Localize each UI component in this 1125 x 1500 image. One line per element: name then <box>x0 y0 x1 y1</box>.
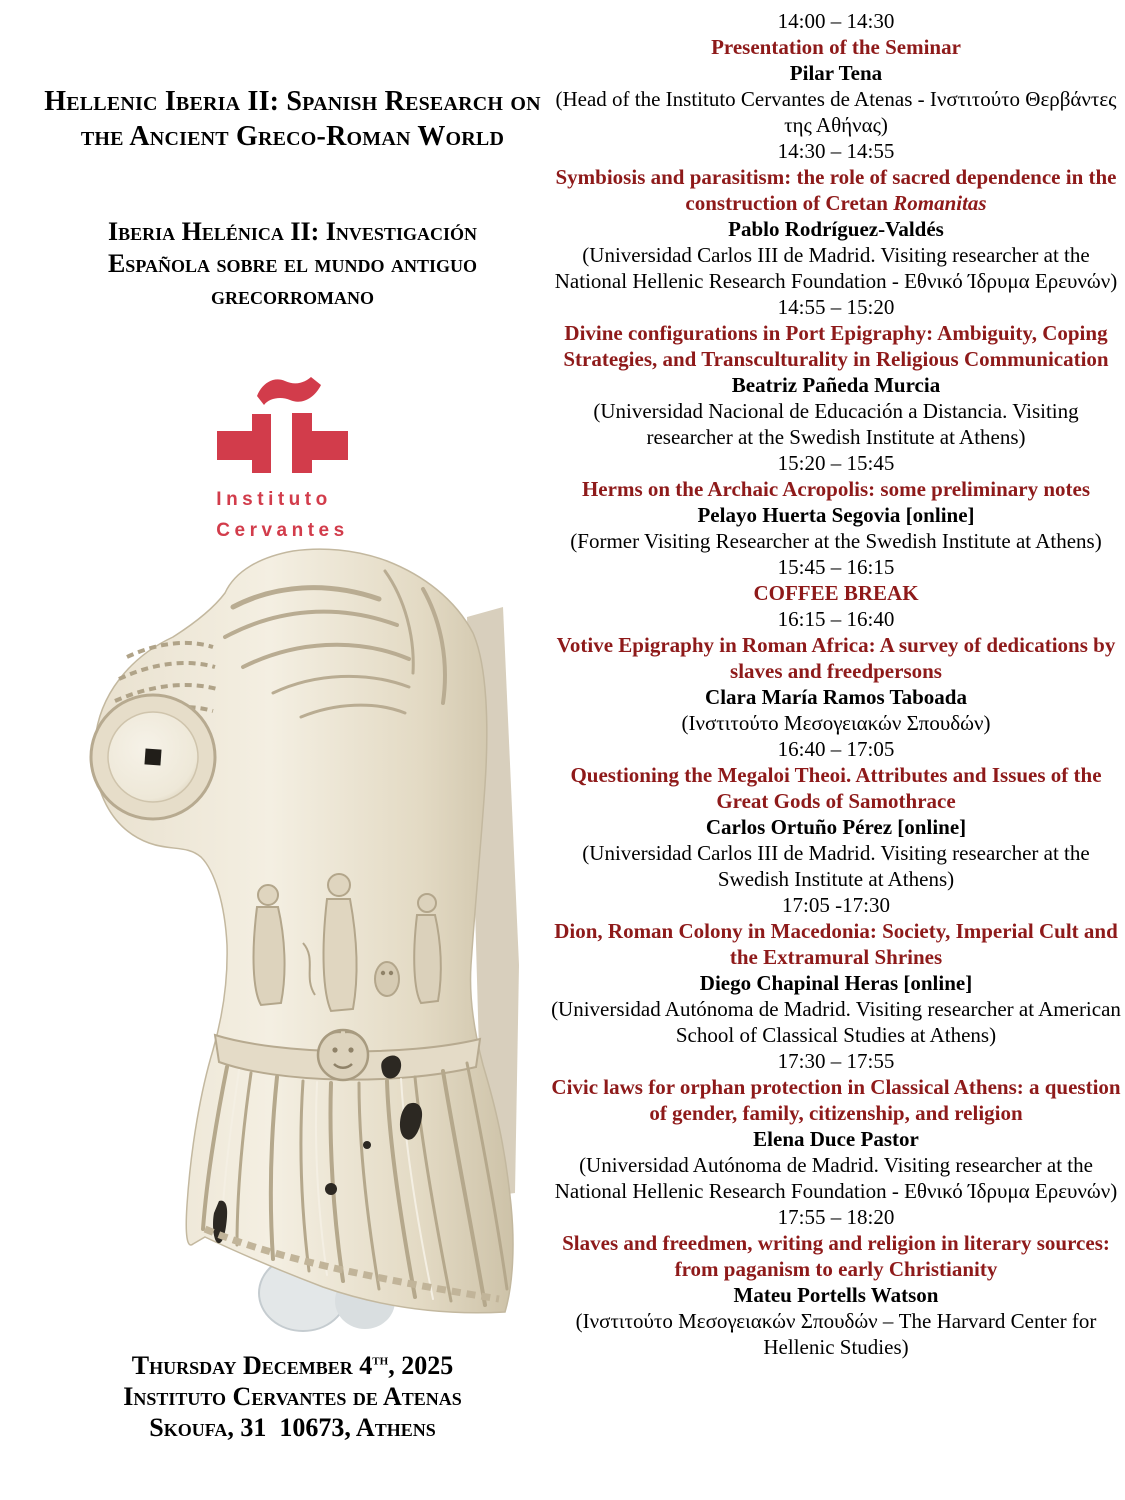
date-ordinal-suffix: th <box>372 1351 389 1369</box>
instituto-cervantes-logo <box>20 375 545 546</box>
session-title: Dion, Roman Colony in Macedonia: Society, Imperial Cult and the Extramural Shrines <box>554 919 1118 969</box>
event-date: Thursday December 4th, 2025 <box>131 1351 454 1380</box>
session-speaker: Pablo Rodríguez-Valdés <box>728 217 944 241</box>
session-speaker: Diego Chapinal Heras [online] <box>699 971 973 995</box>
program-session <box>550 606 1122 736</box>
program-session <box>550 554 1122 606</box>
venue-name: Instituto Cervantes de Atenas <box>123 1382 462 1411</box>
session-speaker: Pelayo Huerta Segovia [online] <box>697 503 975 527</box>
cervantes-enye-tilde-icon <box>217 375 348 473</box>
session-title: Civic laws for orphan protection in Classical Athens: a question of gender, family, citizenship, and religion <box>551 1075 1121 1125</box>
title-line: Iberia Helénica II: Investigación <box>108 217 477 246</box>
logo-text-instituto: Instituto <box>216 489 332 510</box>
venue-address: Skoufa, 31 10673, Athens <box>149 1413 436 1442</box>
session-affiliation: (Former Visiting Researcher at the Swedish Institute at Athens) <box>570 529 1102 553</box>
session-affiliation: (Universidad Autónoma de Madrid. Visiting researcher at the National Hellenic Research Foundation - Εθνικό Ίδρυμα Ερευνών) <box>554 1153 1118 1203</box>
program-session <box>550 1048 1122 1204</box>
seminar-title-spanish <box>30 216 555 312</box>
title-line: grecorromano <box>211 281 374 310</box>
session-title: Presentation of the Seminar <box>711 35 961 59</box>
session-time: 17:05 -17:30 <box>782 893 890 917</box>
session-title-italic-part: Romanitas <box>893 191 987 215</box>
session-speaker: Clara María Ramos Taboada <box>705 685 967 709</box>
event-details <box>30 1350 555 1443</box>
program-schedule <box>550 8 1122 1360</box>
session-time: 14:30 – 14:55 <box>777 139 895 163</box>
program-session <box>550 138 1122 294</box>
session-title: Questioning the Megaloi Theoi. Attributes and Issues of the Great Gods of Samothrace <box>570 763 1102 813</box>
logo-text-cervantes: Cervantes <box>216 520 349 541</box>
title-line: Española sobre el mundo antiguo <box>107 249 478 278</box>
session-speaker: Elena Duce Pastor <box>753 1127 919 1151</box>
session-title: Herms on the Archaic Acropolis: some preliminary notes <box>581 477 1091 501</box>
session-title: Slaves and freedmen, writing and religion in literary sources: from paganism to early Christianity <box>562 1231 1110 1281</box>
session-time: 15:45 – 16:15 <box>777 555 895 579</box>
session-affiliation: (Ινστιτούτο Μεσογειακών Σπουδών) <box>681 711 991 735</box>
session-time: 16:40 – 17:05 <box>777 737 895 761</box>
session-title: COFFEE BREAK <box>753 581 919 605</box>
program-session <box>550 450 1122 554</box>
session-time: 14:00 – 14:30 <box>777 9 895 33</box>
session-title-part: Symbiosis and parasitism: the role of sacred dependence in the construction of Cretan <box>555 165 1117 215</box>
session-time: 17:55 – 18:20 <box>777 1205 895 1229</box>
session-affiliation: (Universidad Autónoma de Madrid. Visiting researcher at American School of Classical Studies at Athens) <box>551 997 1121 1047</box>
program-session <box>550 1204 1122 1360</box>
arm-stump-disc <box>91 695 215 819</box>
program-session <box>550 736 1122 892</box>
title-line: the Ancient Greco-Roman World <box>80 121 505 152</box>
session-time: 17:30 – 17:55 <box>777 1049 895 1073</box>
session-speaker: Mateu Portells Watson <box>733 1283 939 1307</box>
session-speaker: Beatriz Pañeda Murcia <box>731 373 941 397</box>
session-title: Votive Epigraphy in Roman Africa: A survey of dedications by slaves and freedpersons <box>556 633 1116 683</box>
program-session <box>550 892 1122 1048</box>
statue-photo <box>75 545 525 1335</box>
session-time: 15:20 – 15:45 <box>777 451 895 475</box>
session-affiliation: (Head of the Instituto Cervantes de Atenas - Ινστιτούτο Θερβάντες της Αθήνας) <box>555 87 1117 137</box>
session-time: 14:55 – 15:20 <box>777 295 895 319</box>
session-title <box>550 164 1122 216</box>
seminar-title-english <box>30 84 555 154</box>
session-speaker: Carlos Ortuño Pérez [online] <box>705 815 967 839</box>
session-affiliation: (Universidad Nacional de Educación a Distancia. Visiting researcher at the Swedish Institute at Athens) <box>593 399 1079 449</box>
title-line: Hellenic Iberia II: Spanish Research on <box>44 86 541 117</box>
program-session <box>550 294 1122 450</box>
session-time: 16:15 – 16:40 <box>777 607 895 631</box>
session-affiliation: (Universidad Carlos III de Madrid. Visiting researcher at the National Hellenic Research Foundation - Εθνικό Ίδρυμα Ερευνών) <box>554 243 1118 293</box>
session-title: Divine configurations in Port Epigraphy: Ambiguity, Coping Strategies, and Transculturality in Religious Communication <box>563 321 1109 371</box>
session-affiliation: (Ινστιτούτο Μεσογειακών Σπουδών – The Harvard Center for Hellenic Studies) <box>575 1309 1097 1359</box>
program-session <box>550 8 1122 138</box>
session-speaker: Pilar Tena <box>789 61 883 85</box>
session-affiliation: (Universidad Carlos III de Madrid. Visiting researcher at the Swedish Institute at Athens) <box>582 841 1090 891</box>
